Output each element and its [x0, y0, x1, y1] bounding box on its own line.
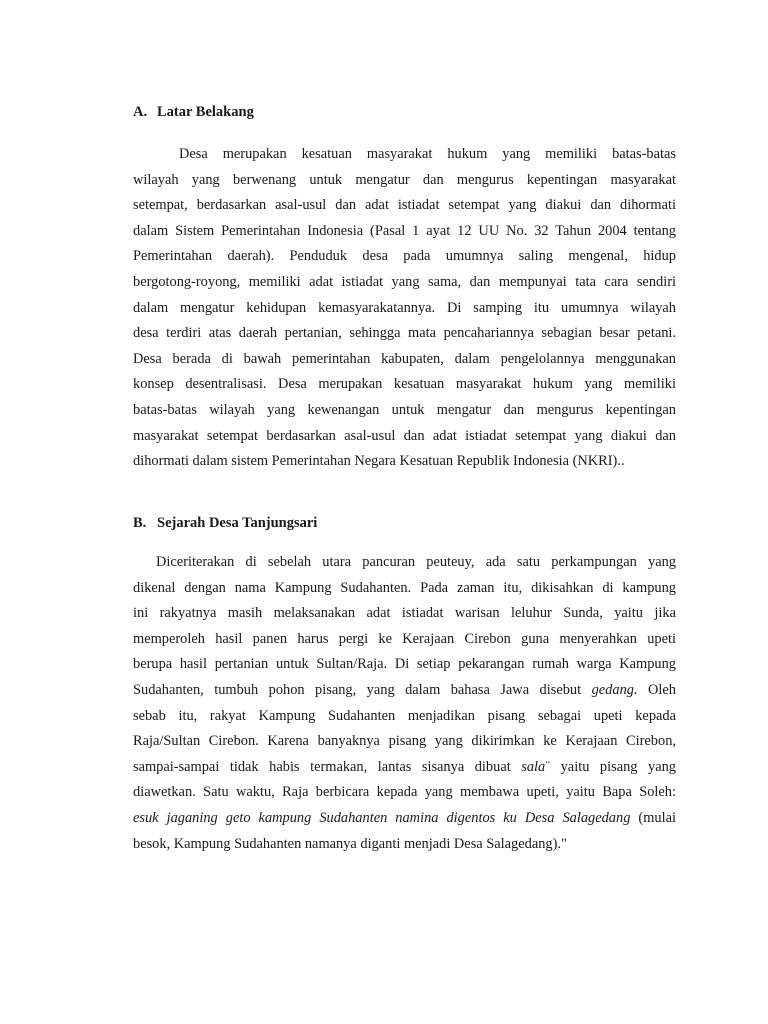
paragraph-line: memperoleh hasil panen harus pergi ke Kerajaan Cirebon guna menyerahkan upeti — [133, 630, 676, 647]
italic-term-gedang: gedang. — [591, 681, 638, 698]
paragraph-line: setempat, berdasarkan asal-usul dan adat istiadat setempat yang diakui dan dihormati — [133, 197, 676, 214]
paragraph-line: dalam mengatur kehidupan kemasyarakatannya. Di samping itu umumnya wilayah — [133, 299, 676, 316]
diacritic-mark: ¨ — [545, 758, 551, 775]
line-text: sampai-sampai tidak habis termakan, lantas sisanya dibuat — [133, 758, 511, 775]
paragraph-line: besok, Kampung Sudahanten namanya diganti menjadi Desa Salagedang)." — [133, 835, 567, 852]
paragraph-line: sebab itu, rakyat Kampung Sudahanten menjadikan pisang sebagai upeti kepada — [133, 707, 676, 724]
section-b-number: B. — [133, 515, 147, 531]
paragraph-line: Raja/Sultan Cirebon. Karena banyaknya pisang yang dikirimkan ke Kerajaan Cirebon, — [133, 733, 676, 750]
paragraph-line: dalam Sistem Pemerintahan Indonesia (Pasal 1 ayat 12 UU No. 32 Tahun 2004 tentang — [133, 222, 676, 239]
paragraph-line — [133, 755, 676, 781]
line-text: yaitu pisang yang — [560, 758, 676, 775]
section-b-title: Sejarah Desa Tanjungsari — [157, 515, 318, 531]
section-b-paragraph — [133, 550, 676, 857]
italic-term-sala: sala — [521, 758, 546, 775]
line-text: (mulai — [638, 809, 676, 826]
paragraph-line: desa terdiri atas daerah pertanian, sehingga mata pencahariannya sebagian besar petani. — [133, 325, 676, 342]
line-text: Oleh — [648, 681, 677, 698]
paragraph-line: bergotong-royong, memiliki adat istiadat yang sama, dan mempunyai tata cara sendiri — [133, 273, 676, 290]
paragraph-line — [133, 678, 676, 704]
paragraph-line: Diceriterakan di sebelah utara pancuran peuteuy, ada satu perkampungan yang — [156, 554, 676, 570]
paragraph-line: ini rakyatnya masih melaksanakan adat istiadat warisan leluhur Sunda, yaitu jika — [133, 605, 676, 622]
paragraph-line: Desa merupakan kesatuan masyarakat hukum yang memiliki batas-batas — [179, 146, 676, 162]
paragraph-line — [133, 806, 676, 832]
paragraph-line: masyarakat setempat berdasarkan asal-usul dan adat istiadat setempat yang diakui dan — [133, 427, 676, 444]
paragraph-line: batas-batas wilayah yang kewenangan untuk mengatur dan mengurus kepentingan — [133, 401, 676, 418]
section-a-title: Latar Belakang — [157, 104, 254, 120]
section-a-number: A. — [133, 104, 148, 120]
section-a-paragraph — [133, 142, 676, 475]
section-b-heading — [133, 515, 317, 532]
paragraph-line: wilayah yang berwenang untuk mengatur dan mengurus kepentingan masyarakat — [133, 171, 676, 188]
paragraph-line: diawetkan. Satu waktu, Raja berbicara kepada yang membawa upeti, yaitu Bapa Soleh: — [133, 784, 676, 801]
paragraph-line: dikenal dengan nama Kampung Sudahanten. Pada zaman itu, dikisahkan di kampung — [133, 579, 676, 596]
section-a-heading — [133, 104, 254, 121]
paragraph-line: Pemerintahan daerah). Penduduk desa pada umumnya saling mengenal, hidup — [133, 248, 676, 265]
paragraph-line: dihormati dalam sistem Pemerintahan Negara Kesatuan Republik Indonesia (NKRI).. — [133, 453, 625, 470]
line-text: Sudahanten, tumbuh pohon pisang, yang dalam bahasa Jawa disebut — [133, 681, 582, 698]
paragraph-line: Desa berada di bawah pemerintahan kabupaten, dalam pengelolannya menggunakan — [133, 350, 676, 367]
paragraph-line: berupa hasil pertanian untuk Sultan/Raja. Di setiap pekarangan rumah warga Kampung — [133, 656, 676, 673]
italic-sundanese-quote: esuk jaganing geto kampung Sudahanten namina digentos ku Desa Salagedang — [133, 809, 631, 826]
paragraph-line: konsep desentralisasi. Desa merupakan kesatuan masyarakat hukum yang memiliki — [133, 376, 676, 393]
